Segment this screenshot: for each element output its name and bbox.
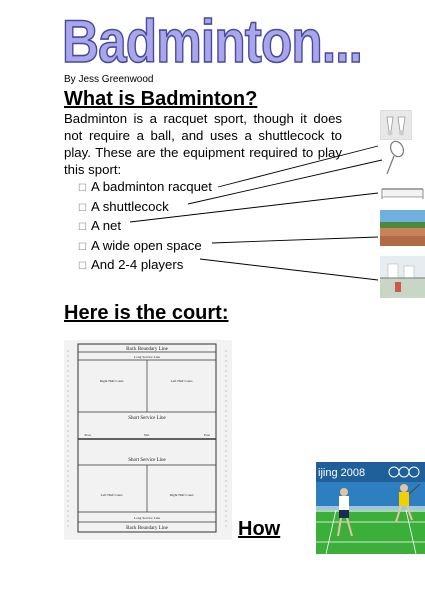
court-label: Back Boundary Line <box>126 347 168 352</box>
checkbox-icon: ☐ <box>78 222 87 233</box>
court-label: Right Half Court. <box>169 493 195 497</box>
court-label: Long Service Line <box>133 516 161 520</box>
intro-paragraph: Badminton is a racquet sport, though it does not require a ball, and uses a shuttlecock to play. These are the equipment required to play this sport: <box>64 111 342 177</box>
court-label: Net. <box>144 433 150 437</box>
court-label: Left Half Court. <box>100 493 124 497</box>
match-photo <box>316 462 425 554</box>
court-label: Right Half Court. <box>99 379 125 383</box>
list-item: ☐ A badminton racquet <box>78 178 212 198</box>
list-item: ☐ And 2-4 players <box>78 256 212 276</box>
byline: By Jess Greenwood <box>64 74 154 85</box>
court-label: Short Service Line <box>128 416 166 421</box>
court-label: Back Boundary Line <box>126 526 168 531</box>
court-diagram <box>64 340 232 540</box>
connector-line <box>130 193 378 222</box>
heading-court: Here is the court: <box>64 302 229 324</box>
photo-banner-text: ijing 2008 <box>318 467 366 479</box>
court-label: Post. <box>84 433 92 437</box>
checkbox-icon: ☐ <box>78 183 87 194</box>
connector-line <box>200 259 378 280</box>
connector-line <box>212 237 378 243</box>
checkbox-icon: ☐ <box>78 241 87 253</box>
checkbox-icon: ☐ <box>78 261 87 272</box>
court-label: Short Service Line <box>128 458 166 463</box>
list-item: ☐ A net <box>78 217 212 237</box>
checkbox-icon: ☐ <box>78 202 87 214</box>
list-item: ☐ A wide open space <box>78 237 212 257</box>
court-label: Left Half Court. <box>170 379 194 383</box>
court-label: Long Service Line <box>133 355 161 359</box>
list-item: ☐ A shuttlecock <box>78 198 212 218</box>
heading-what-is-badminton: What is Badminton? <box>64 88 258 110</box>
title-text: Badminton... <box>62 8 362 75</box>
heading-how: How <box>238 518 281 540</box>
connector-line <box>188 160 382 204</box>
court-label: Post <box>203 433 211 437</box>
